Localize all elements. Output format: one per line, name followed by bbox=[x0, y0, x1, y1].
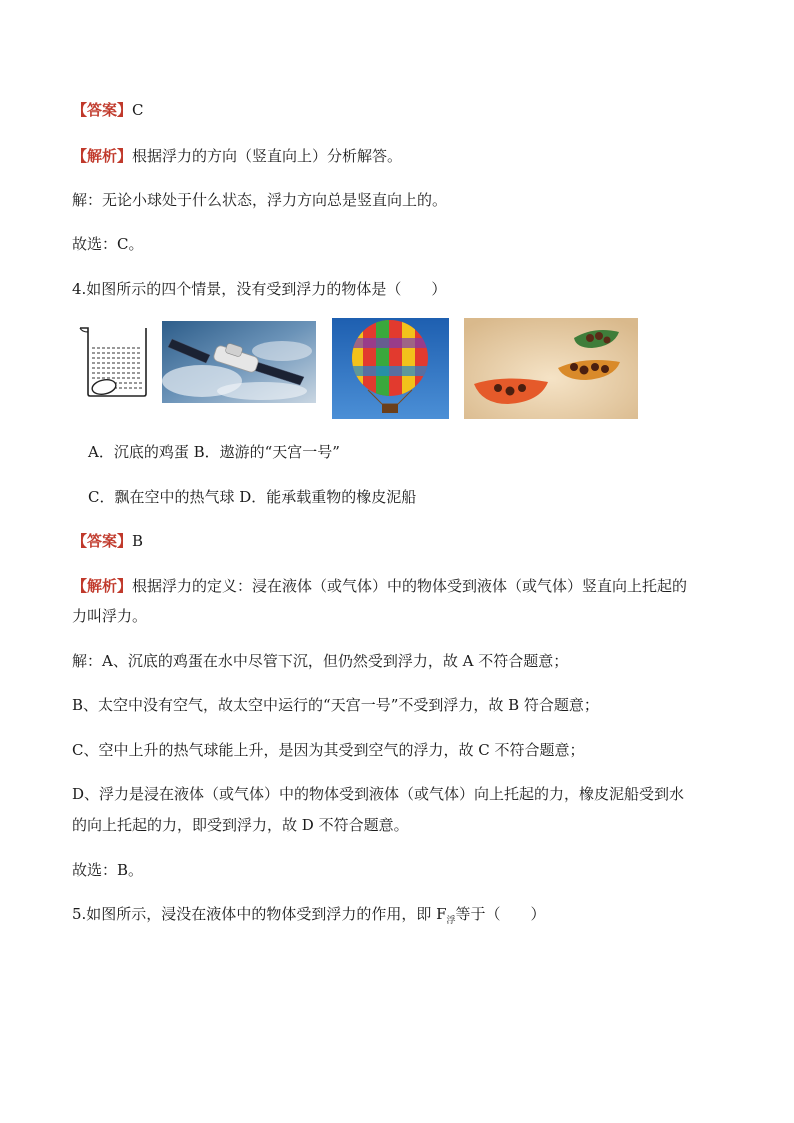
analysis-tag: 【解析】 bbox=[72, 577, 133, 595]
q4-options-ab: A．沉底的鸡蛋 B．遨游的“天宫一号” bbox=[88, 443, 340, 461]
q3-choice-line: 故选：C。 bbox=[72, 235, 144, 253]
hot-air-balloon-photo bbox=[332, 318, 449, 419]
q4-analysis-line2: 力叫浮力。 bbox=[72, 607, 148, 625]
q3-analysis-line bbox=[72, 145, 402, 167]
q4-answer-line bbox=[72, 530, 143, 552]
q5-stem bbox=[72, 903, 546, 928]
q4-solution-c: C、空中上升的热气球能上升，是因为其受到空气的浮力，故 C 不符合题意； bbox=[72, 741, 585, 759]
q4-analysis-line1 bbox=[72, 575, 687, 597]
answer-tag: 【答案】 bbox=[72, 101, 133, 119]
analysis-text: 根据浮力的定义：浸在液体（或气体）中的物体受到液体（或气体）竖直向上托起的 bbox=[132, 577, 688, 595]
analysis-tag: 【解析】 bbox=[72, 147, 133, 165]
q4-solution-a: 解：A、沉底的鸡蛋在水中尽管下沉，但仍然受到浮力，故 A 不符合题意； bbox=[72, 652, 569, 670]
analysis-text: 根据浮力的方向（竖直向上）分析解答。 bbox=[132, 147, 403, 165]
answer-tag: 【答案】 bbox=[72, 532, 133, 550]
q5-stem-tail: 等于（ ） bbox=[455, 905, 546, 923]
q4-options-cd: C．飘在空中的热气球 D．能承载重物的橡皮泥船 bbox=[88, 488, 417, 506]
q5-stem-text: 5.如图所示，浸没在液体中的物体受到浮力的作用，即 F bbox=[72, 905, 447, 923]
q4-solution-d1: D、浮力是浸在液体（或气体）中的物体受到液体（或气体）向上托起的力，橡皮泥船受到水 bbox=[72, 785, 685, 803]
q5-stem-subscript: 浮 bbox=[446, 916, 456, 926]
answer-value: C bbox=[132, 101, 144, 119]
q4-stem: 4.如图所示的四个情景，没有受到浮力的物体是（ ） bbox=[72, 280, 447, 298]
q4-solution-b: B、太空中没有空气，故太空中运行的“天宫一号”不受到浮力，故 B 符合题意； bbox=[72, 696, 599, 714]
beaker-egg-figure bbox=[74, 322, 154, 400]
q4-solution-d2: 的向上托起的力，即受到浮力，故 D 不符合题意。 bbox=[72, 816, 409, 834]
q3-answer-line bbox=[72, 99, 144, 121]
q4-choice-line: 故选：B。 bbox=[72, 861, 144, 879]
answer-value: B bbox=[132, 532, 144, 550]
q3-solution-line: 解：无论小球处于什么状态，浮力方向总是竖直向上的。 bbox=[72, 191, 448, 209]
clay-boat-photo bbox=[464, 318, 638, 419]
space-station-photo bbox=[162, 321, 316, 403]
